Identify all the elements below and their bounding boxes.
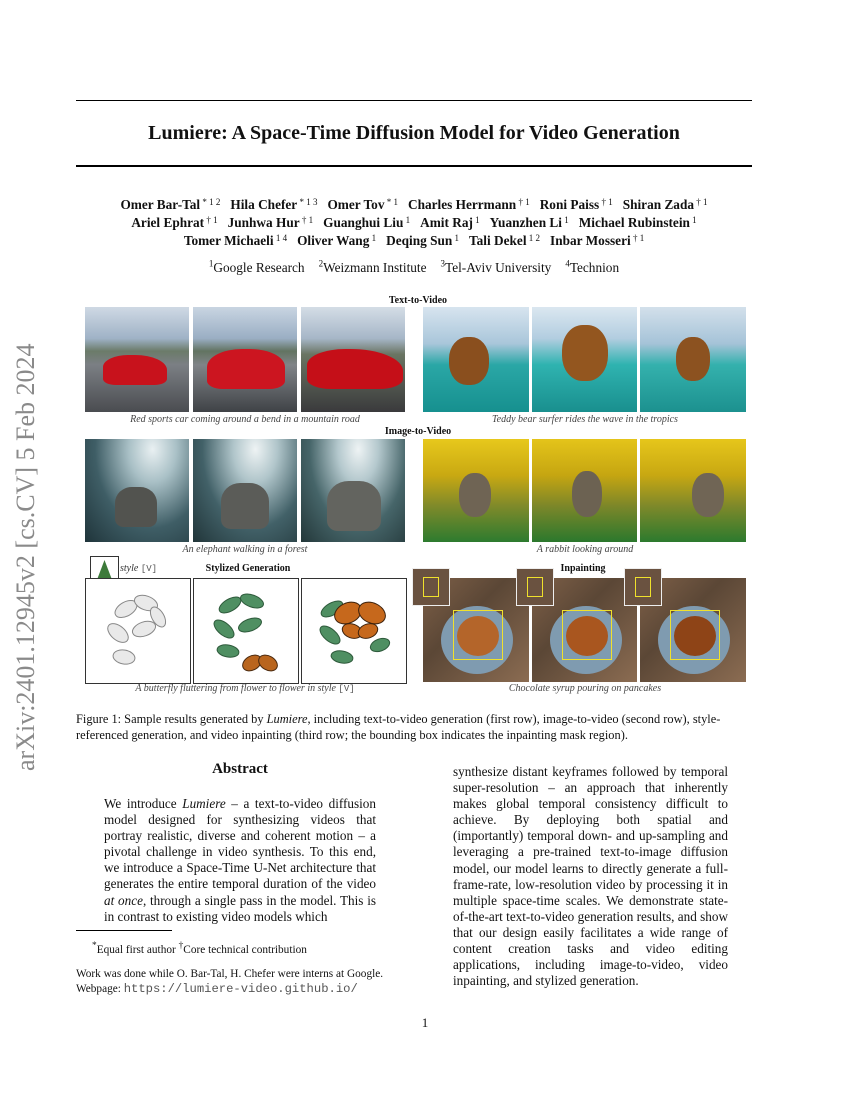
author xyxy=(386,233,459,248)
affiliation xyxy=(319,260,427,275)
author-name: Ariel Ephrat xyxy=(131,215,205,230)
style-text: style xyxy=(120,563,139,574)
flower-butterfly xyxy=(302,579,406,683)
caption-pancakes: Chocolate syrup pouring on pancakes xyxy=(508,683,662,694)
author xyxy=(184,233,287,248)
author-affiliation-mark: 1 2 xyxy=(526,233,541,243)
author xyxy=(579,215,697,230)
affiliation-number: 3 xyxy=(440,259,446,269)
label-inpainting: Inpainting xyxy=(560,563,606,574)
author-name: Tomer Michaeli xyxy=(183,233,274,248)
label-stylized-generation: Stylized Generation xyxy=(205,563,291,574)
caption-butterfly-text: A butterfly fluttering from flower to flower in style xyxy=(135,683,336,694)
footnote-contributions xyxy=(92,939,412,957)
thumb-mask-box xyxy=(635,577,651,597)
author-affiliation-mark: † 1 xyxy=(516,197,530,207)
author-name: Guanghui Liu xyxy=(323,215,404,230)
author xyxy=(623,197,708,212)
affiliation xyxy=(565,260,619,275)
author xyxy=(408,197,530,212)
affiliation xyxy=(209,260,305,275)
caption-butterfly xyxy=(83,683,407,694)
rabbit-frame-3 xyxy=(640,439,746,542)
elephant-shape xyxy=(221,483,269,529)
author-line-2 xyxy=(76,213,752,232)
rabbit-shape xyxy=(572,471,602,517)
author-affiliation-mark: 1 xyxy=(403,215,411,225)
author-affiliation-mark: 1 xyxy=(561,215,569,225)
abstract-left-column xyxy=(104,796,376,925)
author-name: Oliver Wang xyxy=(297,233,370,248)
inpaint-input-thumb-3 xyxy=(624,568,662,606)
rabbit-shape xyxy=(459,473,491,517)
caption-teddy: Teddy bear surfer rides the wave in the tropics xyxy=(492,414,678,425)
affiliation-name: Weizmann Institute xyxy=(323,260,427,276)
bear-shape xyxy=(562,325,608,381)
author-name: Omer Tov xyxy=(327,197,385,212)
author-name: Inbar Mosseri xyxy=(550,233,631,248)
elephant-frame-2 xyxy=(193,439,297,542)
teddy-frame-3 xyxy=(640,307,746,412)
author-affiliation-mark: 1 xyxy=(452,233,460,243)
author-affiliation-mark: † 1 xyxy=(630,233,645,243)
author-affiliation-mark: † 1 xyxy=(204,215,218,225)
label-text-to-video: Text-to-Video xyxy=(388,295,448,306)
figure-caption-model-name: Lumiere xyxy=(266,712,308,726)
author-affiliation-mark: † 1 xyxy=(694,197,708,207)
stylized-frame-3 xyxy=(301,578,407,684)
figure-caption xyxy=(76,711,752,743)
affiliations xyxy=(76,259,752,276)
bear-shape xyxy=(676,337,710,381)
car-shape xyxy=(307,349,403,389)
title-rule xyxy=(76,165,752,167)
car-frame-1 xyxy=(85,307,189,412)
footnote-core-text: Core technical contribution xyxy=(183,943,307,956)
author xyxy=(550,233,644,248)
inpaint-mask-box xyxy=(670,610,720,660)
author-affiliation-mark: * 1 2 xyxy=(200,197,221,207)
stylized-frame-2 xyxy=(193,578,299,684)
arxiv-stamp[interactable]: arXiv:2401.12945v2 [cs.CV] 5 Feb 2024 xyxy=(11,343,40,771)
webpage-link[interactable]: https://lumiere-video.github.io/ xyxy=(123,982,358,996)
butterfly-video-link[interactable]: [V] xyxy=(338,684,355,694)
author-affiliation-mark: † 1 xyxy=(299,215,314,225)
author xyxy=(540,197,613,212)
footnote-mark-core: † xyxy=(178,941,184,951)
webpage-label: Webpage: xyxy=(76,983,124,995)
style-video-link[interactable]: [V] xyxy=(140,564,158,574)
author xyxy=(327,197,398,212)
footnote-mark-equal: * xyxy=(92,941,97,951)
author-affiliation-mark: 1 xyxy=(472,215,480,225)
author-affiliation-mark: 1 xyxy=(689,215,697,225)
rabbit-shape xyxy=(692,473,724,517)
abstract-emphasis: at once xyxy=(104,892,143,908)
author-line-1 xyxy=(76,195,752,214)
footnote-webpage xyxy=(76,982,416,997)
inpaint-input-thumb-2 xyxy=(516,568,554,606)
affiliation-name: Google Research xyxy=(213,260,305,276)
author-name: Hila Chefer xyxy=(230,197,298,212)
author-name: Shiran Zada xyxy=(622,197,695,212)
author-name: Yuanzhen Li xyxy=(489,215,562,230)
teddy-frame-2 xyxy=(532,307,637,412)
inpaint-input-thumb-1 xyxy=(412,568,450,606)
figure-1 xyxy=(83,294,747,694)
author-name: Deqing Sun xyxy=(386,233,453,248)
author xyxy=(120,197,220,212)
author-name: Amit Raj xyxy=(420,215,473,230)
author-name: Roni Paiss xyxy=(539,197,600,212)
top-rule xyxy=(76,100,752,101)
car-frame-3 xyxy=(301,307,405,412)
author xyxy=(131,215,217,230)
bear-shape xyxy=(449,337,489,385)
car-frame-2 xyxy=(193,307,297,412)
affiliation-number: 2 xyxy=(318,259,324,269)
author xyxy=(420,215,480,230)
author-line-3 xyxy=(76,231,752,250)
footnote-equal-text: Equal first author xyxy=(96,943,176,956)
author xyxy=(297,233,376,248)
affiliation xyxy=(441,260,552,275)
author-affiliation-mark: † 1 xyxy=(599,197,613,207)
author xyxy=(469,233,540,248)
author xyxy=(490,215,569,230)
rabbit-frame-1 xyxy=(423,439,529,542)
rabbit-frame-2 xyxy=(532,439,637,542)
thumb-mask-box xyxy=(527,577,543,597)
elephant-frame-3 xyxy=(301,439,405,542)
inpaint-mask-box xyxy=(562,610,612,660)
author-name: Michael Rubinstein xyxy=(578,215,690,230)
caption-elephant: An elephant walking in a forest xyxy=(182,544,308,555)
elephant-frame-1 xyxy=(85,439,189,542)
author-affiliation-mark: 1 4 xyxy=(273,233,288,243)
footnote-work-note: Work was done while O. Bar-Tal, H. Chefer were interns at Google. xyxy=(76,968,384,980)
caption-rabbit: A rabbit looking around xyxy=(536,544,634,555)
teddy-frame-1 xyxy=(423,307,529,412)
flower-sketch xyxy=(86,579,190,683)
abstract-right-column: synthesize distant keyframes followed by temporal super-resolution – an approach that inherently makes global temporal consistency difficult to achieve. By deploying both spatial and (importantly) temporal down- and up-sampling and leveraging a pre-trained text-to-image diffusion model, our model learns to directly generate a full-frame-rate, low-resolution video by processing it in multiple space-time scales. We demonstrate state-of-the-art text-to-video generation results, and show that our design easily facilitates a wide range of content creation tasks and video editing applications, including image-to-video, video inpainting, and stylized generation. xyxy=(453,764,728,989)
author-affiliation-mark: * 1 xyxy=(384,197,398,207)
stylized-frame-1 xyxy=(85,578,191,684)
inpaint-mask-box xyxy=(453,610,503,660)
affiliation-name: Technion xyxy=(569,260,620,276)
abstract-heading: Abstract xyxy=(212,761,268,777)
abstract-text-b: – a text-to-video diffusion model designed for synthesizing videos that portray realistic, diverse and coherent motion – a pivotal challenge in video synthesis. To this end, we introduce a Space-Time U-Net architecture that generates the entire temporal duration of the video xyxy=(104,796,376,892)
abstract-text-a: We introduce xyxy=(104,796,183,811)
author-name: Charles Herrmann xyxy=(407,197,517,212)
abstract-text-c: , through a single pass in the model. This is in contrast to existing video models which xyxy=(104,892,376,924)
elephant-shape xyxy=(115,487,157,527)
label-image-to-video: Image-to-Video xyxy=(384,426,452,437)
style-label xyxy=(120,563,157,574)
thumb-mask-box xyxy=(423,577,439,597)
author-name: Omer Bar-Tal xyxy=(120,197,201,212)
elephant-shape xyxy=(327,481,381,531)
figure-caption-prefix: Figure 1: Sample results generated by xyxy=(76,712,267,726)
affiliation-number: 4 xyxy=(565,259,570,269)
figure-caption-suffix: , including text-to-video generation (first row), image-to-video (second row), style-referenced generation, and video inpainting (third row; the bounding box indicates the inpainting mask region). xyxy=(76,712,721,742)
author xyxy=(228,215,314,230)
flower-leaves xyxy=(194,579,298,683)
affiliation-number: 1 xyxy=(208,259,214,269)
author-affiliation-mark: 1 xyxy=(369,233,377,243)
car-shape xyxy=(103,355,167,385)
author xyxy=(230,197,317,212)
author-name: Junhwa Hur xyxy=(227,215,300,230)
author-name: Tali Dekel xyxy=(469,233,527,248)
affiliation-name: Tel-Aviv University xyxy=(445,260,552,276)
footnote-rule xyxy=(76,930,172,931)
page-number: 1 xyxy=(421,1015,429,1030)
abstract-model-name: Lumiere xyxy=(182,796,226,811)
caption-car: Red sports car coming around a bend in a mountain road xyxy=(130,414,360,425)
car-shape xyxy=(207,349,285,389)
author xyxy=(323,215,410,230)
paper-title: Lumiere: A Space-Time Diffusion Model for Video Generation xyxy=(148,122,680,144)
author-affiliation-mark: * 1 3 xyxy=(297,197,318,207)
